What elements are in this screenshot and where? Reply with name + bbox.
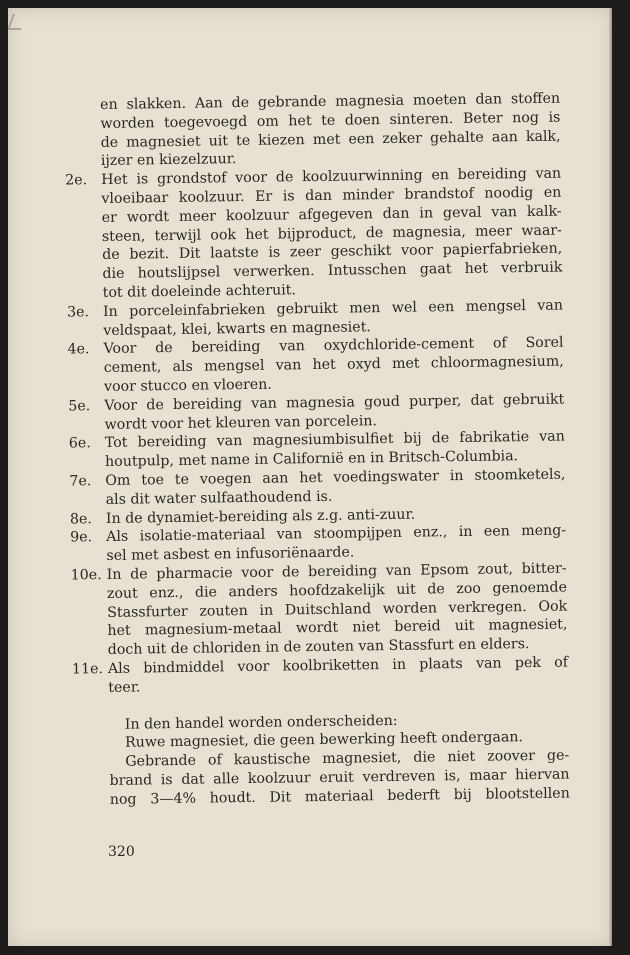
line-text: Als isolatie-materiaal van stoompijpen enz., in een meng- (106, 522, 567, 546)
page-number: 320 (108, 844, 135, 860)
item-number: 3e. (66, 303, 90, 321)
text-line: In den handel worden onderscheiden: (124, 712, 398, 733)
body-text (65, 90, 570, 810)
line-text: houtpulp, met name in Californië en in Britsch-Columbia. (105, 448, 519, 471)
line-text: Om toe te voegen aan het voedingswater in stoomketels, (105, 466, 566, 489)
line-text: voor stucco en vloeren. (103, 376, 272, 395)
line-text: Het is grondstof voor de koolzuurwinning en bereiding van (101, 165, 562, 189)
line-text: In de dynamiet-bereiding als z.g. anti-zuur. (105, 506, 416, 527)
line-text: worden toegevoegd om het te doen sinteren. Beter nog is (100, 109, 561, 132)
item-number: 10e. (70, 566, 102, 584)
item-number: 5e. (68, 397, 91, 415)
line-text: doch uit de chloriden in de zouten van Stassfurt en elders. (107, 636, 530, 659)
line-text: teer. (108, 679, 141, 696)
item-number: 9e. (70, 529, 93, 546)
item-number: 8e. (69, 510, 92, 527)
line-text: en slakken. Aan de gebrande magnesia moeten dan stoffen (100, 90, 561, 113)
item-number: 2e. (65, 172, 88, 189)
line-text: ijzer en kiezelzuur. (100, 151, 237, 170)
line-text: cement, als mengsel van het oxyd met chloormagnesium, (103, 353, 564, 377)
line-text: zout enz., die anders hoofdzakelijk uit de zoo genoemde (106, 579, 568, 602)
numbered-list (65, 90, 569, 698)
line-text: Als bindmiddel voor koolbriketten in plaats van pek of (107, 654, 569, 677)
line-text: tot dit doeleinde achteruit. (102, 282, 297, 301)
line-text: veldspaat, klei, kwarts en magnesiet. (103, 318, 371, 339)
line-text: die houtslijpsel verwerken. Intusschen gaat het verbruik (102, 259, 563, 283)
line-text: steen, terwijl ook het bijproduct, de magnesia, meer waar- (101, 222, 563, 245)
item-number: 4e. (67, 341, 90, 358)
book-page (8, 8, 612, 946)
line-text: Voor de bereiding van magnesia goud purper, dat gebruikt (104, 391, 565, 414)
line-text: wordt voor het kleuren van porcelein. (104, 412, 378, 433)
item-number: 7e. (69, 473, 92, 490)
line-text: Tot bereiding van magnesiumbisulfiet bij de fabrikatie van (104, 428, 565, 452)
line-text: Stassfurter zouten in Duitschland worden verkregen. Ook (107, 598, 568, 621)
line-text: het magnesium-metaal wordt niet bereid uit magnesiet, (107, 616, 568, 640)
line-text: In porceleinfabrieken gebruikt men wel een mengsel van (102, 297, 564, 320)
line-text: sel met asbest en infusoriënaarde. (106, 544, 355, 565)
text-line: Gebrande of kaustische magnesiet, die niet zoover ge- (125, 747, 570, 770)
page-corner-fold (8, 14, 27, 30)
page-edge (609, 8, 612, 946)
line-text: als dit water sulfaathoudend is. (105, 488, 333, 508)
text-line: Ruwe magnesiet, die geen bewerking heeft ondergaan. (124, 729, 524, 752)
text-line: brand is dat alle koolzuur eruit verdreven is, maar hiervan (109, 766, 570, 789)
line-text: er wordt meer koolzuur afgegeven dan in geval van kalk- (101, 203, 562, 226)
line-text: In de pharmacie voor de bereiding van Epsom zout, bitter- (106, 560, 567, 583)
line-text: de bezit. Dit laatste is zeer geschikt voor papierfabrieken, (102, 240, 563, 264)
line-text: vloeibaar koolzuur. Er is dan minder brandstof noodig en (101, 184, 562, 207)
line-text: Voor de bereiding van oxydchloride-cement of Sorel (103, 334, 564, 358)
line-text: de magnesiet uit te kiezen met een zeker gehalte aan kalk, (100, 128, 561, 151)
closing-paragraph (109, 709, 570, 809)
text-line: nog 3—4% houdt. Dit materiaal bederft bij blootstellen (109, 785, 570, 808)
item-number: 6e. (68, 435, 91, 452)
item-number: 11e. (71, 660, 104, 678)
